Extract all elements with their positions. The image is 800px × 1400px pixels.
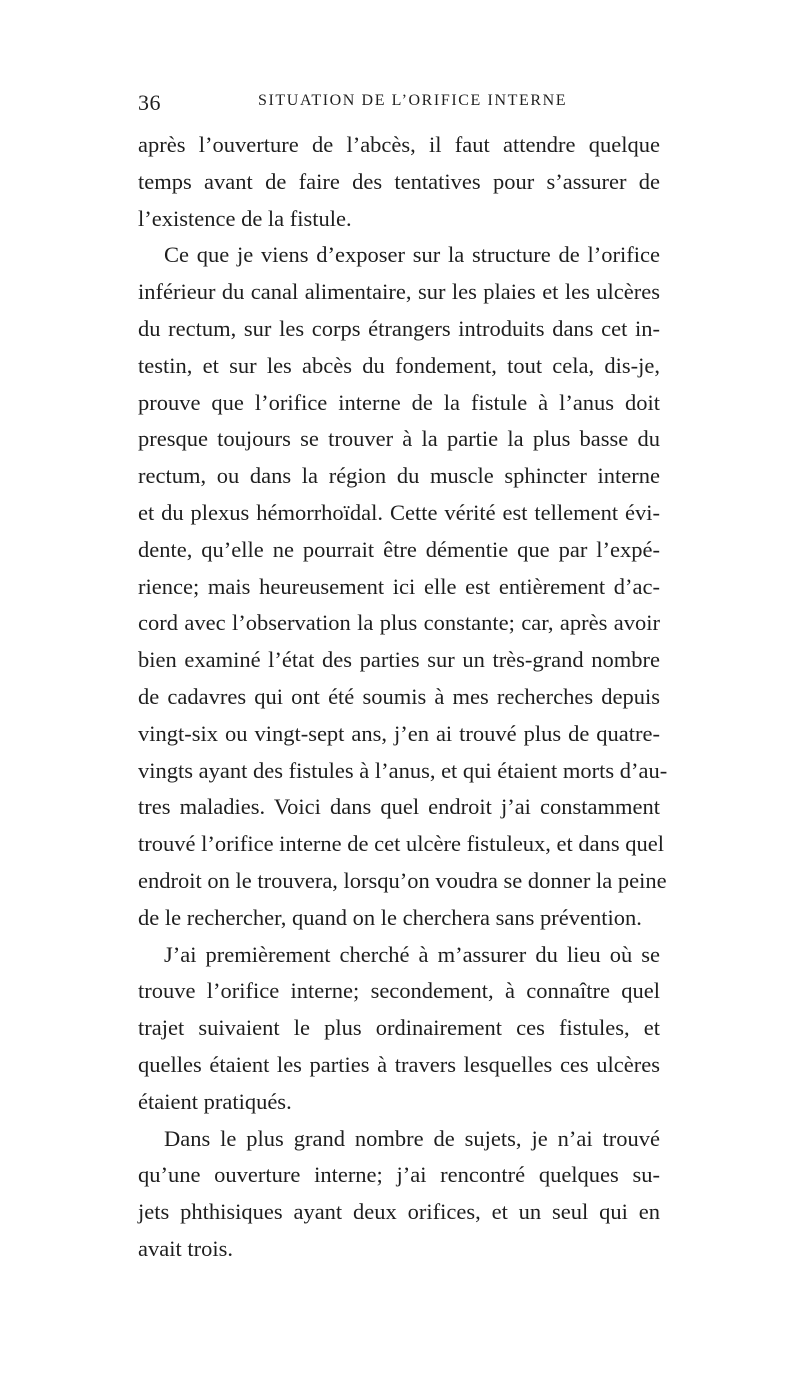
text-line: l’existence de la fistule. [138, 205, 352, 231]
running-title: SITUATION DE L’ORIFICE INTERNE [258, 92, 568, 109]
text-line: jets phthisiques ayant deux orifices, et un seul qui en [138, 1199, 660, 1225]
text-line: trajet suivaient le plus ordinairement ces fistules, et [138, 1015, 660, 1041]
text-line: Dans le plus grand nombre de sujets, je n’ai trouvé [164, 1125, 660, 1151]
text-line: bien examiné l’état des parties sur un très-grand nombre [138, 647, 660, 673]
text-line: vingt-six ou vingt-sept ans, j’en ai trouvé plus de quatre- [138, 720, 660, 746]
text-line: J’ai premièrement cherché à m’assurer du lieu où se [164, 941, 660, 967]
text-line: avait trois. [138, 1235, 233, 1261]
text-line: temps avant de faire des tentatives pour s’assurer de [138, 168, 660, 194]
page-number: 36 [138, 90, 161, 115]
text-line: tres maladies. Voici dans quel endroit j’ai constamment [138, 794, 660, 820]
body-text [138, 127, 668, 1268]
text-line: rience; mais heureusement ici elle est entièrement d’ac- [138, 573, 660, 599]
text-line: du rectum, sur les corps étrangers introduits dans cet in- [138, 315, 660, 341]
text-line: quelles étaient les parties à travers lesquelles ces ulcères [138, 1051, 660, 1077]
page-header [138, 82, 658, 122]
text-line: testin, et sur les abcès du fondement, tout cela, dis-je, [138, 352, 660, 378]
text-line: trouvé l’orifice interne de cet ulcère fistuleux, et dans quel [138, 831, 665, 857]
text-line: dente, qu’elle ne pourrait être démentie que par l’expé- [138, 536, 660, 562]
text-line: cord avec l’observation la plus constante; car, après avoir [138, 610, 660, 636]
text-line: prouve que l’orifice interne de la fistule à l’anus doit [138, 389, 660, 415]
text-line: et du plexus hémorrhoïdal. Cette vérité est tellement évi- [138, 499, 660, 525]
text-line: Ce que je viens d’exposer sur la structure de l’orifice [164, 242, 660, 268]
text-line: endroit on le trouvera, lorsqu’on voudra se donner la peine [138, 867, 667, 893]
text-line: trouve l’orifice interne; secondement, à connaître quel [138, 978, 660, 1004]
text-line: presque toujours se trouver à la partie la plus basse du [138, 426, 660, 452]
text-line: de le rechercher, quand on le cherchera sans prévention. [138, 904, 642, 930]
text-line: vingts ayant des fistules à l’anus, et qui étaient morts d’au- [138, 757, 668, 783]
text-line: qu’une ouverture interne; j’ai rencontré quelques su- [138, 1162, 660, 1188]
text-line: après l’ouverture de l’abcès, il faut attendre quelque [138, 132, 660, 157]
text-line: de cadavres qui ont été soumis à mes recherches depuis [138, 683, 660, 709]
text-line: étaient pratiqués. [138, 1088, 292, 1114]
text-line: rectum, ou dans la région du muscle sphincter interne [138, 463, 660, 489]
text-line: inférieur du canal alimentaire, sur les plaies et les ulcères [138, 279, 660, 305]
